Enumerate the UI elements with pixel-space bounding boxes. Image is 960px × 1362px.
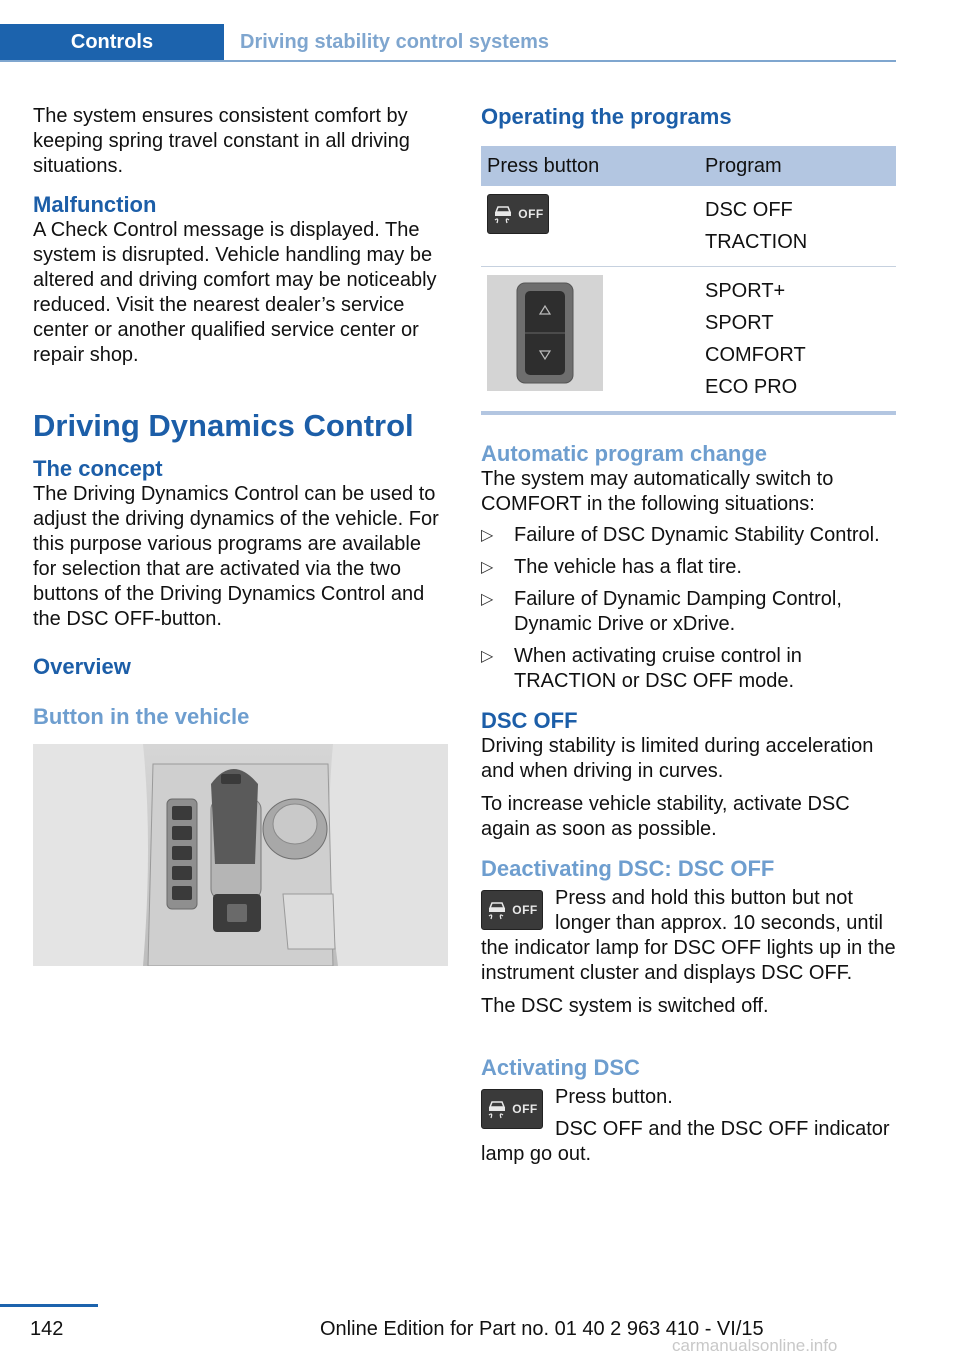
header-divider: [0, 60, 896, 62]
chapter-title: Driving stability control systems: [240, 31, 549, 53]
program-sport-plus: SPORT+: [705, 280, 786, 302]
triangle-bullet-icon: ▷: [481, 527, 494, 544]
press-button-cell: [481, 267, 699, 414]
table-header-program: Program: [699, 146, 896, 186]
skid-car-icon: [492, 204, 514, 224]
triangle-bullet-icon: ▷: [481, 559, 494, 576]
watermark: carmanualsonline.info: [672, 1336, 838, 1355]
list-item-text: Failure of DSC Dynamic Stability Control.: [514, 524, 880, 546]
list-item: [481, 587, 896, 637]
dsc-off-button-icon: [487, 194, 549, 234]
dsc-off-button-icon: [481, 890, 543, 930]
program-sport: SPORT: [705, 312, 774, 334]
list-item: [481, 644, 896, 694]
automatic-change-text: The system may automatically switch to COMFORT in the following situations:: [481, 468, 834, 515]
deactivating-dsc-text: Press and hold this button but not longer than approx. 10 seconds, until the indicator lamp for DSC OFF lights up in the instrument cluster and displays DSC OFF.: [481, 887, 896, 984]
center-console-image: [33, 744, 448, 966]
activating-dsc-block: [481, 1085, 896, 1167]
triangle-bullet-icon: ▷: [481, 591, 494, 608]
malfunction-text: A Check Control message is displayed. The system is disrupted. Vehicle handling may be altered and driving comfort may be noticeably reduced. Visit the nearest dealer’s service center or another qualified service center or repair shop.: [33, 219, 437, 366]
right-column: [481, 104, 896, 1167]
list-item-text: The vehicle has a flat tire.: [514, 556, 742, 578]
off-label: OFF: [518, 207, 544, 221]
edition-text: Online Edition for Part no. 01 40 2 963 410 - VI/15: [320, 1318, 764, 1340]
table-header-press-button: Press button: [481, 146, 699, 186]
overview-heading: Overview: [33, 654, 131, 679]
program-traction: TRACTION: [705, 231, 808, 253]
deactivating-dsc-block: [481, 886, 896, 986]
list-item: [481, 555, 896, 580]
malfunction-heading: Malfunction: [33, 192, 157, 217]
left-column: [33, 104, 448, 966]
press-button-cell: [481, 186, 699, 267]
off-label: OFF: [512, 1102, 538, 1116]
dsc-off-text: Driving stability is limited during acceleration and when driving in curves.: [481, 735, 874, 782]
table-row: [481, 186, 896, 267]
triangle-bullet-icon: ▷: [481, 648, 494, 665]
ddc-heading: Driving Dynamics Control: [33, 408, 414, 443]
list-item-text: When activating cruise control in TRACTION or DSC OFF mode.: [514, 645, 802, 692]
list-item: [481, 523, 896, 548]
program-cell: [699, 267, 896, 414]
page-header: [0, 0, 896, 62]
program-dsc-off: DSC OFF: [705, 199, 793, 221]
program-cell: [699, 186, 896, 267]
concept-heading: The concept: [33, 456, 163, 481]
list-item-text: Failure of Dynamic Damping Control, Dynamic Drive or xDrive.: [514, 588, 842, 635]
footer-divider: [0, 1304, 98, 1307]
activating-dsc-step: Press button.: [555, 1086, 673, 1108]
activating-dsc-heading: Activating DSC: [481, 1055, 640, 1080]
dsc-off-heading: DSC OFF: [481, 708, 578, 733]
table-row: [481, 267, 896, 414]
page-number: 142: [30, 1318, 64, 1340]
off-label: OFF: [512, 903, 538, 917]
button-in-vehicle-heading: Button in the vehicle: [33, 704, 250, 729]
table-header-row: [481, 146, 896, 186]
dsc-off-advice: To increase vehicle stability, activate DSC again as soon as possible.: [481, 793, 850, 840]
section-tab[interactable]: Controls: [0, 24, 224, 61]
programs-table: [481, 146, 896, 415]
deactivating-dsc-heading: Deactivating DSC: DSC OFF: [481, 856, 775, 881]
driving-dynamics-rocker-switch-icon: [487, 275, 603, 391]
program-eco-pro: ECO PRO: [705, 376, 798, 398]
activating-dsc-result: DSC OFF and the DSC OFF indicator lamp go out.: [481, 1118, 890, 1165]
operating-programs-heading: Operating the programs: [481, 104, 732, 129]
skid-car-icon: [486, 1099, 508, 1119]
dsc-switched-off-text: The DSC system is switched off.: [481, 995, 769, 1017]
intro-paragraph: The system ensures consistent comfort by keeping spring travel constant in all driving situations.: [33, 105, 410, 177]
program-comfort: COMFORT: [705, 344, 806, 366]
automatic-change-list: [481, 523, 896, 694]
concept-text: The Driving Dynamics Control can be used to adjust the driving dynamics of the vehicle. For this purpose various programs are available for selection that are activated via the two buttons of the Driving Dynamics Control and the DSC OFF-button.: [33, 483, 439, 630]
skid-car-icon: [486, 900, 508, 920]
dsc-off-button-icon: [481, 1089, 543, 1129]
automatic-change-heading: Automatic program change: [481, 441, 768, 466]
